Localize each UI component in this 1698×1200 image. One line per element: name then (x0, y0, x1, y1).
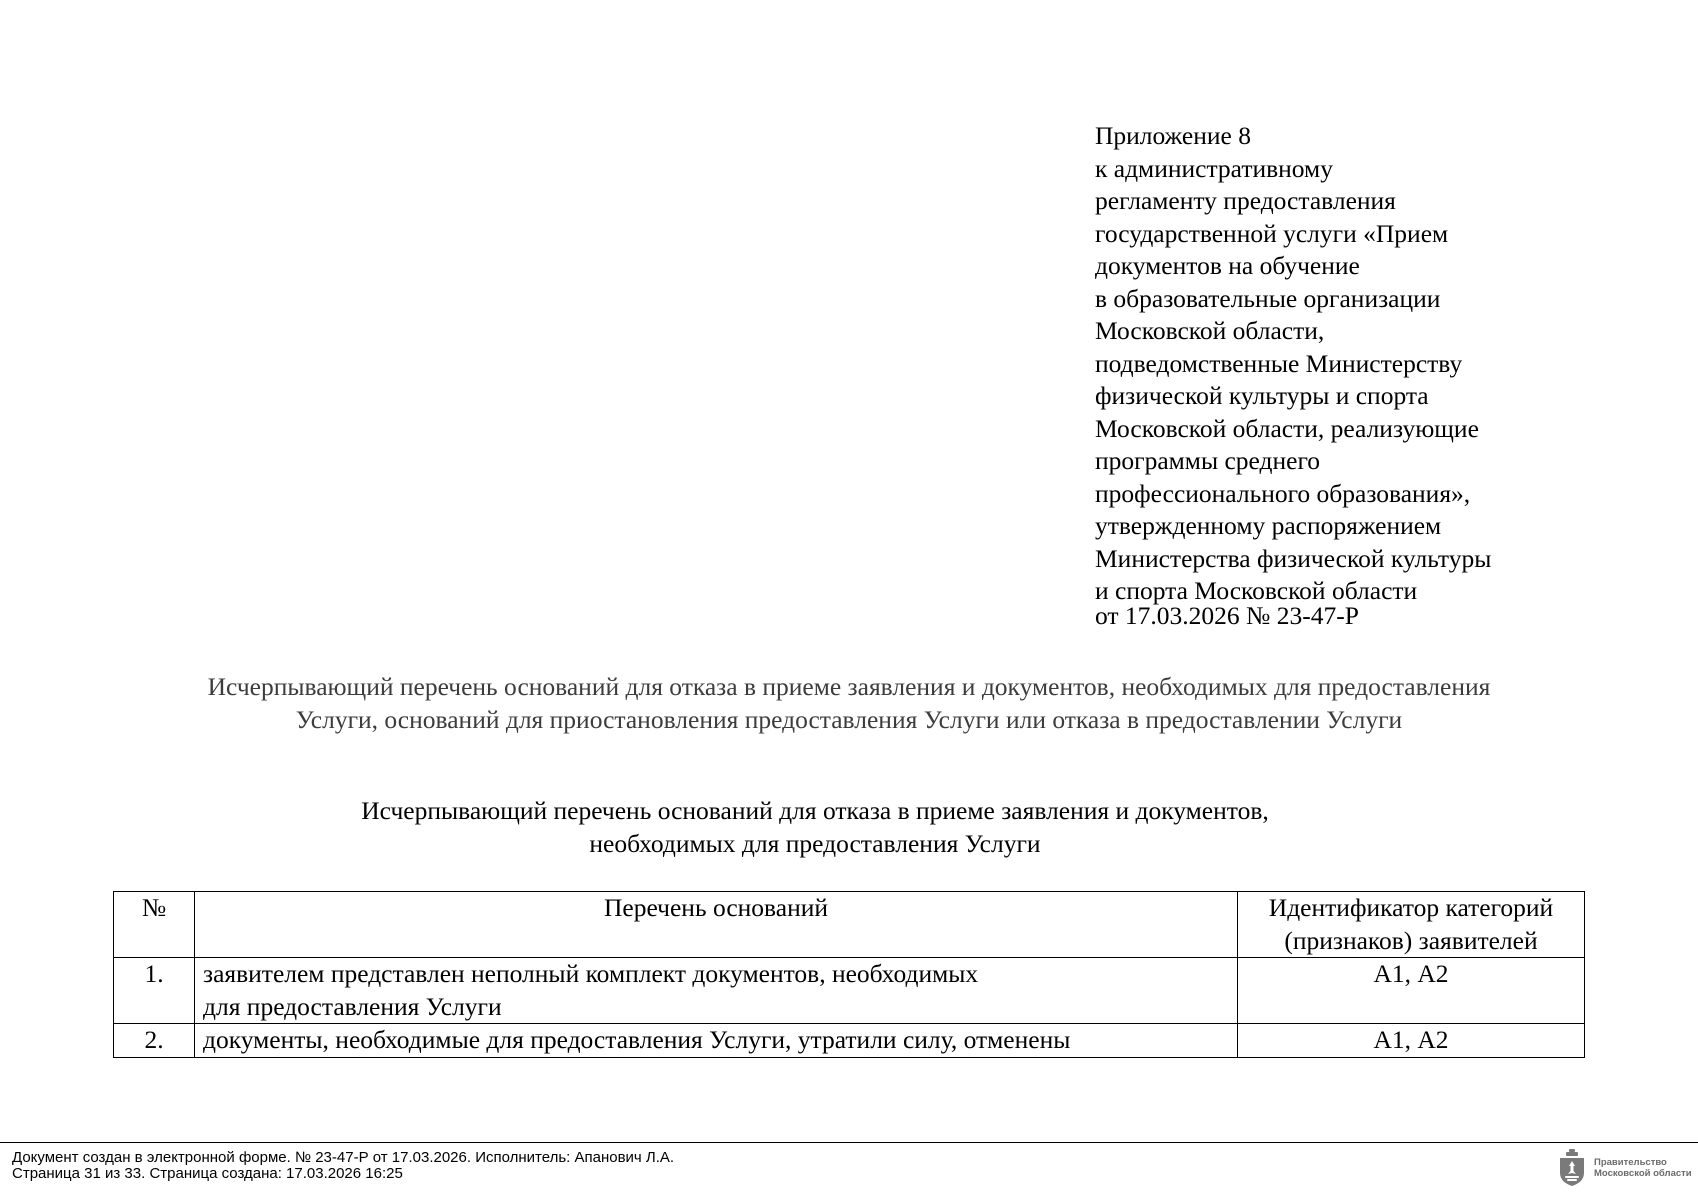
government-logo-line: Московской области (1594, 1168, 1692, 1179)
row-reason-line: заявителем представлен неполный комплект документов, необходимых (203, 959, 979, 988)
appendix-line: Приложение 8 (1095, 121, 1251, 150)
moscow-region-emblem-icon (1556, 1149, 1588, 1187)
table-title-line: Исчерпывающий перечень оснований для отказа в приеме заявления и документов, (361, 796, 1269, 825)
appendix-line: и спорта Московской области (1095, 576, 1418, 605)
table-row (114, 958, 1585, 1024)
header-identifier-line: Идентификатор категорий (1268, 893, 1554, 922)
table-title (290, 794, 1340, 860)
appendix-line: в образовательные организации (1095, 283, 1441, 313)
row-reason-line: для предоставления Услуги (203, 991, 502, 1021)
appendix-line: утвержденному распоряжением (1095, 511, 1442, 540)
appendix-line: Московской области, (1095, 316, 1325, 345)
appendix-line: подведомственные Министерству (1095, 348, 1463, 378)
row-reason-line: документы, необходимые для предоставления Услуги, утратили силу, отменены (203, 1025, 1071, 1054)
header-identifier-line: (признаков) заявителей (1284, 925, 1538, 955)
document-title-line: Услуги, оснований для приостановления предоставления Услуги или отказа в предоставлении Услуги (295, 704, 1403, 734)
row-identifier: А1, А2 (1238, 958, 1585, 1024)
appendix-line: регламенту предоставления (1095, 186, 1396, 215)
appendix-line: программы среднего (1095, 446, 1321, 475)
appendix-line: государственной услуги «Прием (1095, 218, 1449, 248)
header-identifier (1238, 892, 1585, 958)
appendix-line: к административному (1095, 153, 1333, 183)
appendix-line: Московской области, реализующие (1095, 413, 1479, 443)
row-reason (195, 958, 1238, 1024)
table-header-row (114, 892, 1585, 958)
appendix-line: Министерства физической культуры (1095, 543, 1492, 573)
appendix-header (1095, 120, 1575, 632)
government-logo-line: Правительство (1594, 1157, 1667, 1168)
government-logo-text (1594, 1157, 1692, 1179)
footer-page-info: Страница 31 из 33. Страница создана: 17.03.2026 16:25 (12, 1165, 403, 1182)
appendix-line: физической культуры и спорта (1095, 381, 1429, 410)
footer-document-info: Документ создан в электронной форме. № 23-47-Р от 17.03.2026. Исполнитель: Апанович Л.А. (12, 1149, 675, 1166)
row-number: 2. (114, 1024, 195, 1058)
appendix-line: документов на обучение (1095, 251, 1360, 280)
appendix-line: профессионального образования», (1095, 478, 1471, 508)
footer-divider (0, 1142, 1698, 1143)
table-title-line: необходимых для предоставления Услуги (589, 829, 1041, 858)
row-reason (195, 1024, 1238, 1058)
row-number: 1. (114, 958, 195, 1024)
footer-info (12, 1150, 674, 1182)
appendix-date-line: от 17.03.2026 № 23-47-Р (1095, 600, 1359, 630)
header-number: № (114, 892, 195, 958)
government-logo (1556, 1149, 1698, 1189)
row-identifier: А1, А2 (1238, 1024, 1585, 1058)
header-reasons: Перечень оснований (195, 892, 1238, 958)
table-row (114, 1024, 1585, 1058)
document-title (60, 671, 1638, 736)
reasons-table (113, 891, 1585, 1058)
document-title-line: Исчерпывающий перечень оснований для отказа в приеме заявления и документов, необходимых для предоставления (207, 672, 1491, 701)
